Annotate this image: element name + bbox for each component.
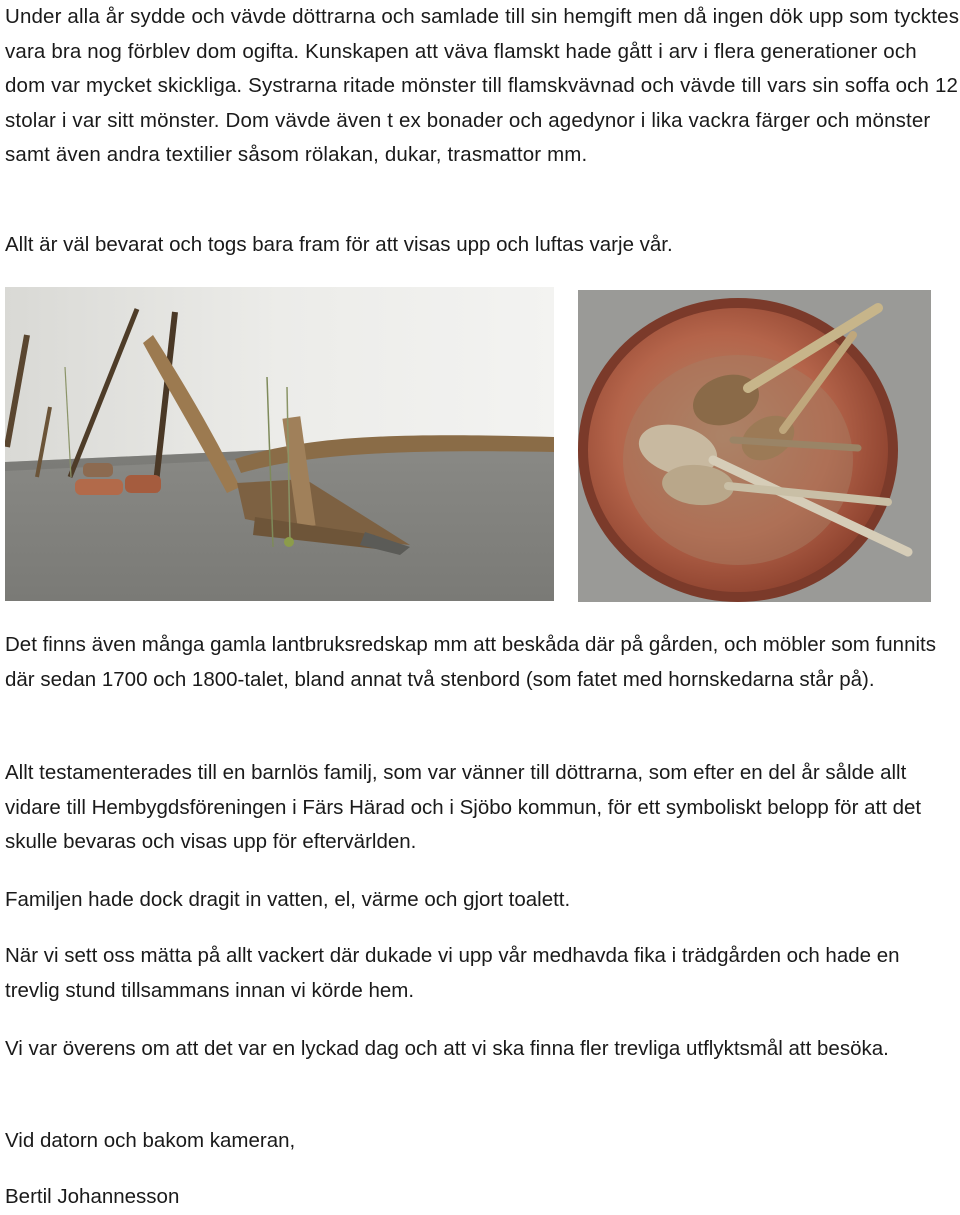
paragraph-coffee: När vi sett oss mätta på allt vackert där dukade vi upp vår medhavda fika i trädgården och hade en trevlig stund tillsammans innan vi körde hem.: [5, 944, 900, 1002]
paragraph-preserved: Allt är väl bevarat och togs bara fram för att visas upp och luftas varje vår.: [5, 233, 673, 256]
paragraph-bequeathed: Allt testamenterades till en barnlös familj, som var vänner till döttrarna, som efter en del år sålde allt vidare till Hembygdsföreningen i Färs Härad och i Sjöbo kommun, för ett symboliskt belopp för att det skulle bevaras och visas upp för eftervärlden.: [5, 761, 922, 853]
paragraph-agreement: Vi var överens om att det var en lyckad dag och att vi ska finna fler trevliga utflyktsmål att besöka.: [5, 1037, 889, 1060]
signoff-line: Vid datorn och bakom kameran,: [5, 1129, 296, 1152]
paragraph-dowry: Under alla år sydde och vävde döttrarna och samlade till sin hemgift men då ingen dök upp som tycktes vara bra nog förblev dom ogifta. Kunskapen att väva flamskt hade gått i arv i flera generationer och dom var mycket skickliga. Systrarna ritade mönster till flamskvävnad och vävde till vars sin soffa och 12 stolar i var sitt mönster. Dom vävde även t ex bonader och agedynor i lika vackra färger och mönster samt även andra textilier såsom rölakan, dukar, trasmattor mm.: [5, 5, 960, 166]
wooden-plow-photo: [5, 287, 554, 601]
paragraph-utilities: Familjen hade dock dragit in vatten, el, värme och gjort toalett.: [5, 888, 571, 911]
horn-spoons-bowl-photo: [578, 290, 931, 602]
paragraph-farm-tools: Det finns även många gamla lantbruksredskap mm att beskåda där på gården, och möbler som funnits där sedan 1700 och 1800-talet, bland annat två stenbord (som fatet med hornskedarna står på).: [5, 633, 936, 691]
author-name: Bertil Johannesson: [5, 1185, 180, 1208]
